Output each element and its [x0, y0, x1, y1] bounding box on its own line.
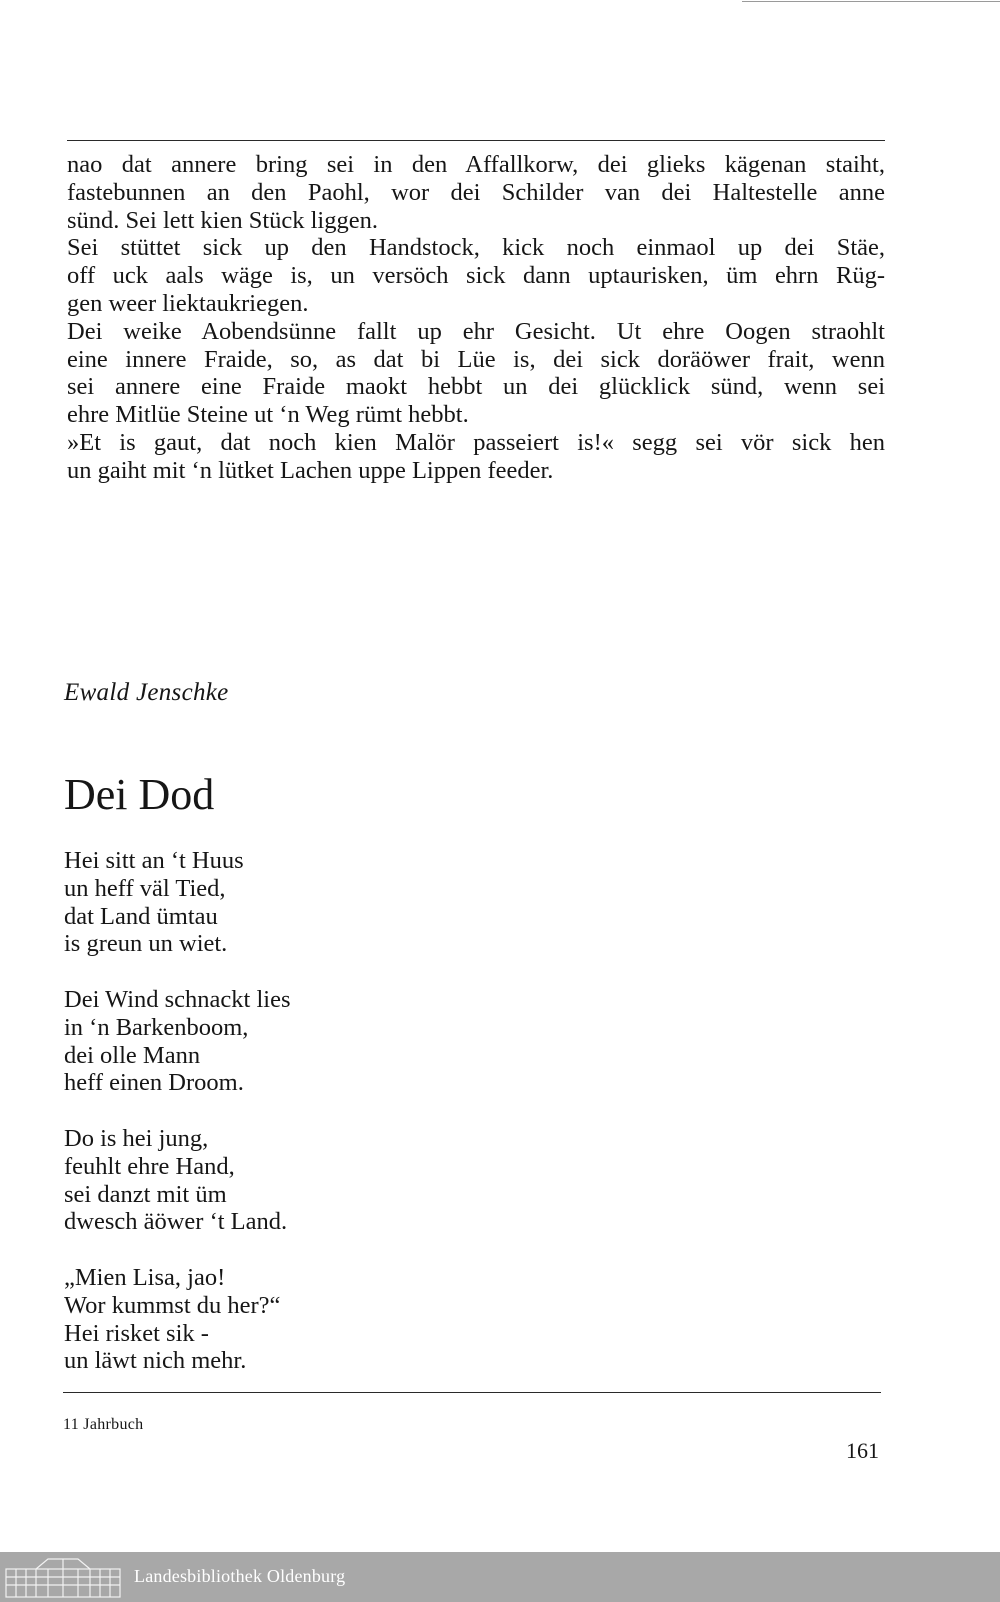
- poem-line: un läwt nich mehr.: [64, 1347, 247, 1375]
- poem-line: is greun un wiet.: [64, 930, 228, 958]
- library-building-icon: [4, 1555, 122, 1599]
- top-rule: [67, 140, 885, 141]
- poem-line: feuhlt ehre Hand,: [64, 1152, 235, 1180]
- prose-line: Sei stüttet sick up den Handstock, kick noch einmaol up dei Stäe,: [67, 234, 885, 262]
- poem-stanza-1: [64, 847, 564, 958]
- poem-line: „Mien Lisa, jao!: [64, 1263, 226, 1291]
- poem-line: sei danzt mit üm: [64, 1180, 227, 1208]
- poem-line: dei olle Mann: [64, 1041, 201, 1069]
- poem-title: Dei Dod: [64, 770, 215, 819]
- poem-line: Hei sitt an ‘t Huus: [64, 847, 244, 874]
- poem-stanza-4: [64, 1264, 564, 1375]
- poem-line: Hei risket sik -: [64, 1319, 209, 1347]
- prose-line: »Et is gaut, dat noch kien Malör passeiert is!« segg sei vör sick hen: [67, 428, 885, 456]
- prose-line: ehre Mitlüe Steine ut ‘n Weg rümt hebbt.: [67, 401, 469, 429]
- prose-text: [67, 151, 885, 485]
- poem-stanza-3: [64, 1125, 564, 1236]
- poem-line: dat Land ümtau: [64, 902, 218, 930]
- poem-author: Ewald Jenschke: [64, 679, 229, 706]
- poem-line: un heff väl Tied,: [64, 874, 226, 902]
- prose-line: sei annere eine Fraide maokt hebbt un dei glücklick sünd, wenn sei: [67, 373, 885, 401]
- sheet-signature: 11 Jahrbuch: [63, 1416, 144, 1433]
- prose-paragraph-2: [67, 234, 885, 317]
- library-name: Landesbibliothek Oldenburg: [134, 1566, 346, 1586]
- prose-paragraph-3: [67, 318, 885, 429]
- prose-paragraph-1: [67, 151, 885, 234]
- page-number: 161: [846, 1438, 879, 1463]
- top-edge-line: [742, 1, 1000, 2]
- poem-line: in ‘n Barkenboom,: [64, 1013, 249, 1041]
- poem-line: heff einen Droom.: [64, 1069, 244, 1097]
- bottom-rule: [63, 1392, 881, 1393]
- prose-paragraph-4: [67, 429, 885, 485]
- poem-line: dwesch äöwer ‘t Land.: [64, 1208, 288, 1236]
- prose-line: sünd. Sei lett kien Stück liggen.: [67, 206, 378, 234]
- prose-line: un gaiht mit ‘n lütket Lachen uppe Lippen feeder.: [67, 456, 554, 484]
- prose-line: fastebunnen an den Paohl, wor dei Schilder van dei Haltestelle anne: [67, 178, 885, 206]
- prose-line: eine innere Fraide, so, as dat bi Lüe is, dei sick doräöwer frait, wenn: [67, 345, 885, 373]
- poem-line: Do is hei jung,: [64, 1124, 209, 1152]
- prose-line: off uck aals wäge is, un versöch sick dann uptaurisken, üm ehrn Rüg-: [67, 262, 885, 290]
- library-footer-bar: [0, 1552, 1000, 1602]
- prose-line: nao dat annere bring sei in den Affallkorw, dei glieks kägenan staiht,: [67, 151, 885, 178]
- poem-line: Dei Wind schnackt lies: [64, 985, 291, 1013]
- prose-line: gen weer liektaukriegen.: [67, 289, 309, 317]
- poem-stanza-2: [64, 986, 564, 1097]
- prose-line: Dei weike Aobendsünne fallt up ehr Gesicht. Ut ehre Oogen straohlt: [67, 317, 885, 345]
- poem-body: [64, 847, 564, 1403]
- poem-line: Wor kummst du her?“: [64, 1291, 281, 1319]
